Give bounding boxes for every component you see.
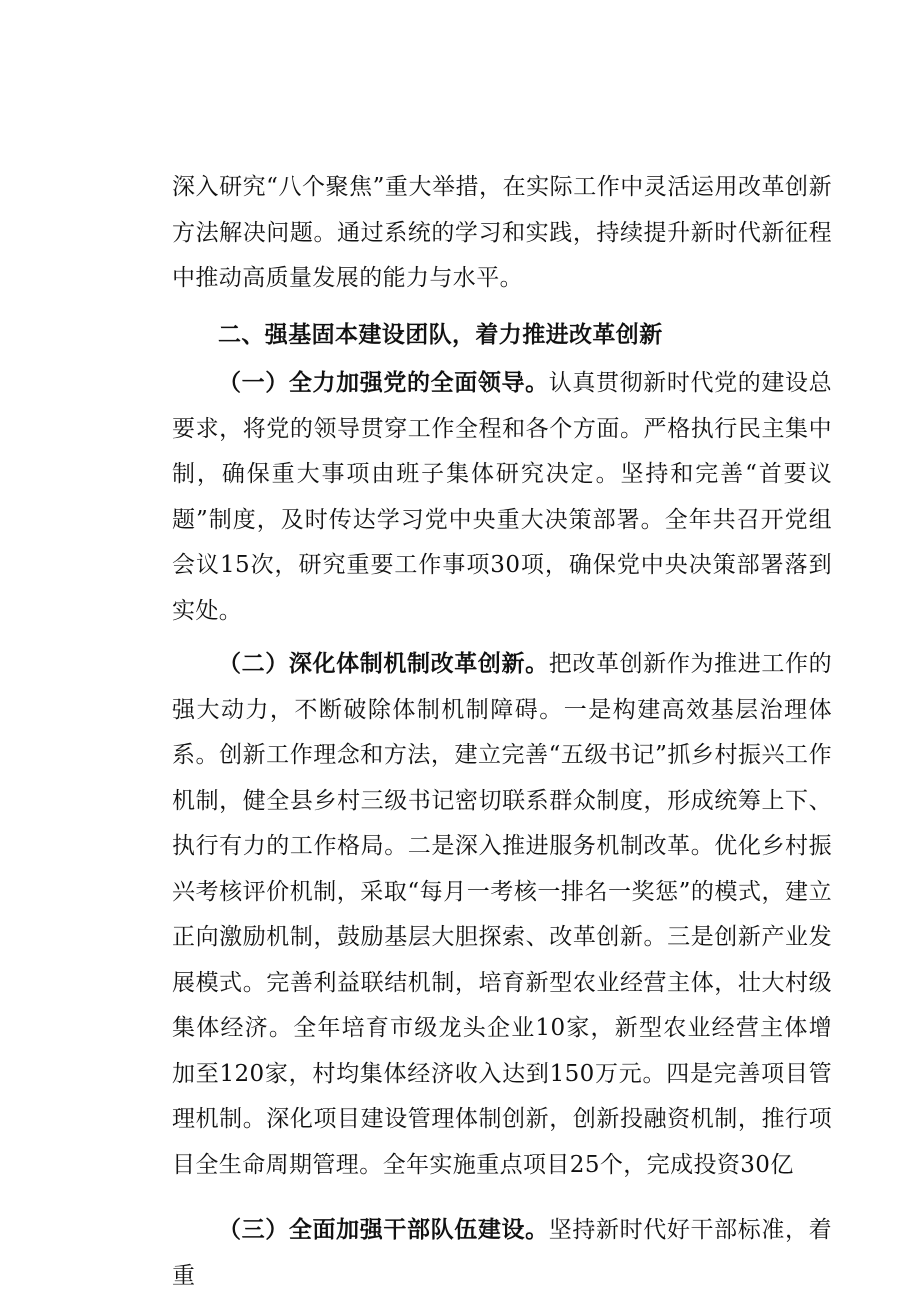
subsection-2-lead: （二）深化体制机制改革创新。: [218, 651, 549, 677]
subsection-2-body: 把改革创新作为推进工作的强大动力，不断破除体制机制障碍。一是构建高效基层治理体系。创新工作理念和方法，建立完善“五级书记”抓乡村振兴工作机制，健全县乡村三级书记密切联系群众制度，形成统筹上下、执行有力的工作格局。二是深入推进服务机制改革。优化乡村振兴考核评价机制，采取“每月一考核一排名一奖惩”的模式，建立正向激励机制，鼓励基层大胆探索、改革创新。三是创新产业发展模式。完善利益联结机制，培育新型农业经营主体，壮大村级集体经济。全年培育市级龙头企业10家，新型农业经营主体增加至120家，村均集体经济收入达到150万元。四是完善项目管理机制。深化项目建设管理体制创新，创新投融资机制，推行项目全生命周期管理。全年实施重点项目25个，完成投资30亿: [172, 651, 832, 1178]
subsection-1-body: 认真贯彻新时代党的建设总要求，将党的领导贯穿工作全程和各个方面。严格执行民主集中制，确保重大事项由班子集体研究决定。坚持和完善“首要议题”制度，及时传达学习党中央重大决策部署。全年共召开党组会议15次，研究重要工作事项30项，确保党中央决策部署落到实处。: [172, 370, 832, 624]
section-heading: 二、强基固本建设团队，着力推进改革创新: [218, 321, 663, 348]
subsection-3-body: 坚持新时代好干部标准，着重: [172, 1217, 832, 1289]
subsection-1-paragraph: [172, 361, 832, 634]
subsection-3-paragraph: [172, 1208, 832, 1299]
document-body: [172, 165, 832, 1299]
subsection-1-lead: （一）全力加强党的全面领导。: [218, 370, 549, 396]
subsection-2-paragraph: [172, 642, 832, 1188]
continuation-paragraph: 深入研究“八个聚焦”重大举措，在实际工作中灵活运用改革创新方法解决问题。通过系统的学习和实践，持续提升新时代新征程中推动高质量发展的能力与水平。: [172, 174, 832, 291]
subsection-3-lead: （三）全面加强干部队伍建设。: [218, 1217, 549, 1243]
